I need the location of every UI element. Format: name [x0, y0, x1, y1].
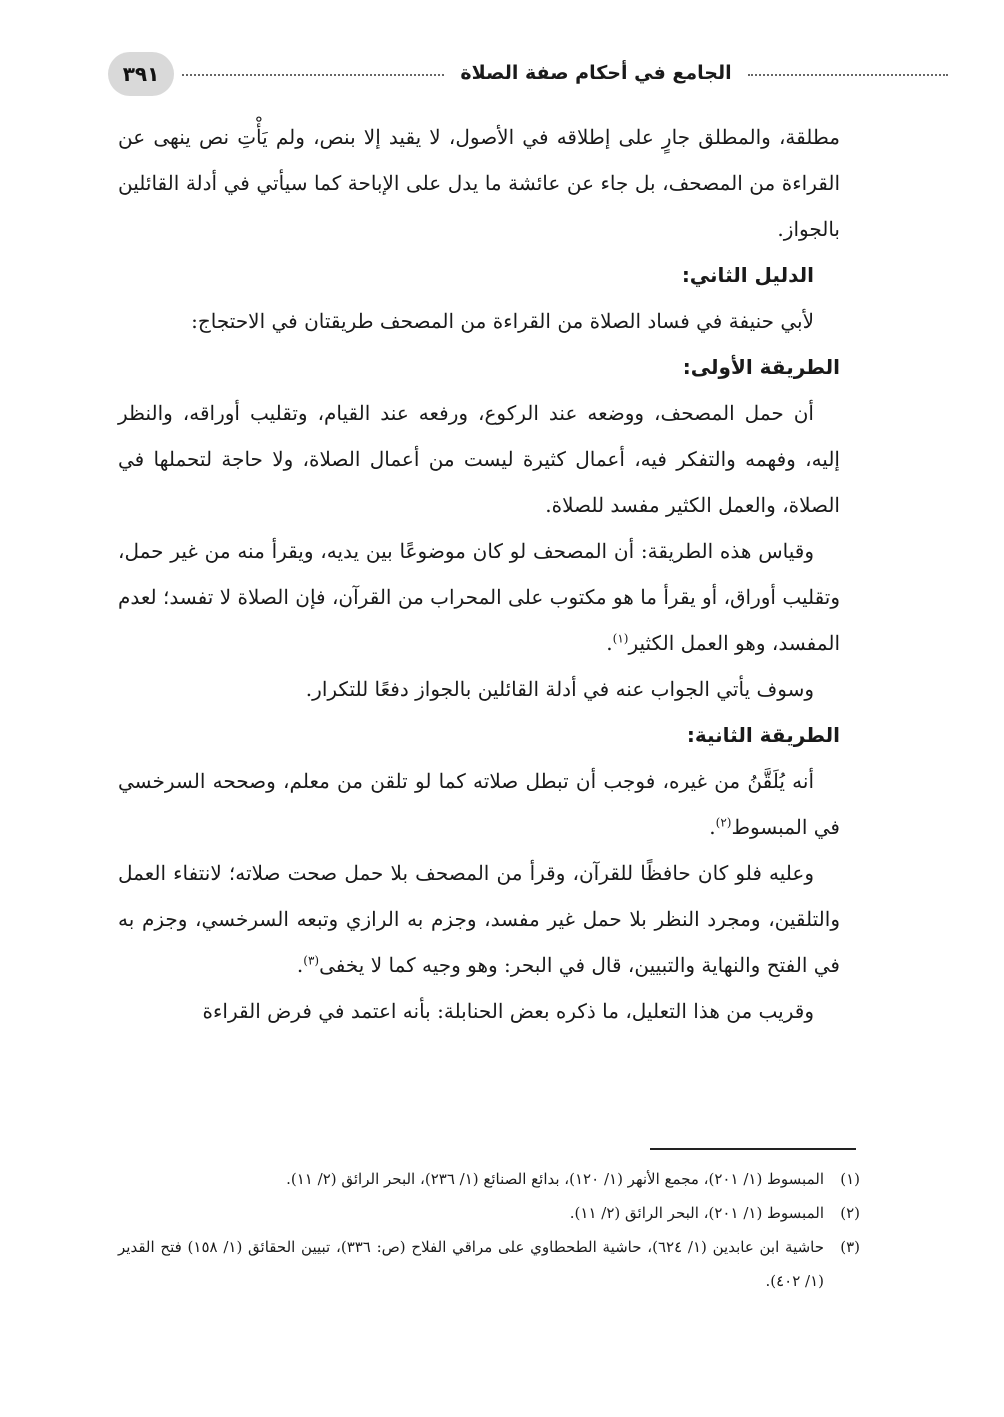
paragraph-text: وقياس هذه الطريقة: أن المصحف لو كان موضوعًا بين يديه، ويقرأ منه من غير حمل، وتقليب أوراق، أو يقرأ ما هو مكتوب على المحراب من القرآن، فإن الصلاة لا تفسد؛ لعدم المفسد، وهو العمل الكثير	[118, 539, 840, 655]
paragraph-text: وعليه فلو كان حافظًا للقرآن، وقرأ من المصحف بلا حمل صحت صلاته؛ لانتفاء العمل والتلقين، ومجرد النظر بلا حمل غير مفسد، وجزم به الرازي وتبعه السرخسي، وجزم به في الفتح والنهاية والتبيين، قال في البحر: وهو وجيه كما لا يخفى	[118, 861, 840, 977]
footnote-mark: (٣)	[840, 1238, 860, 1256]
section-heading: الطريقة الثانية:	[686, 723, 840, 747]
running-title: الجامع في أحكام صفة الصلاة	[460, 62, 732, 84]
paragraph: وسوف يأتي الجواب عنه في أدلة القائلين بالجواز دفعًا للتكرار.	[305, 677, 814, 701]
paragraph	[118, 758, 840, 850]
footnote-mark: (١)	[840, 1170, 860, 1188]
header-dotted-leader	[748, 74, 948, 76]
header-dotted-leader	[182, 74, 444, 76]
footnote-mark: (٢)	[840, 1204, 860, 1222]
footnote-ref[interactable]: (١)	[612, 631, 629, 646]
footnote-ref[interactable]: (٢)	[715, 815, 732, 830]
section-heading: الطريقة الأولى:	[682, 355, 840, 379]
footnote-text: المبسوط (١/ ٢٠١)، البحر الرائق (٢/ ١١).	[569, 1204, 824, 1222]
footnote-item	[118, 1162, 860, 1196]
footnote-ref[interactable]: (٣)	[303, 953, 320, 968]
footnote-item	[118, 1230, 860, 1298]
paragraph-end: .	[606, 631, 613, 655]
page-number: ٣٩١	[108, 52, 174, 96]
paragraph	[118, 528, 840, 666]
footnote-text: المبسوط (١/ ٢٠١)، مجمع الأنهر (١/ ١٢٠)، بدائع الصنائع (١/ ٢٣٦)، البحر الرائق (٢/ ١١).	[286, 1170, 824, 1188]
page-header	[108, 52, 844, 96]
footnotes	[118, 1162, 860, 1298]
paragraph: وقريب من هذا التعليل، ما ذكره بعض الحنابلة: بأنه اعتمد في فرض القراءة	[202, 999, 814, 1023]
paragraph: أن حمل المصحف، ووضعه عند الركوع، ورفعه عند القيام، وتقليب أوراقه، والنظر إليه، وفهمه والتفكر فيه، أعمال كثيرة ليست من أعمال الصلاة، ولا حاجة لتحملها في الصلاة، والعمل الكثير مفسد للصلاة.	[118, 401, 840, 517]
paragraph-end: .	[296, 953, 304, 977]
footnote-text: حاشية ابن عابدين (١/ ٦٢٤)، حاشية الطحطاوي على مراقي الفلاح (ص: ٣٣٦)، تبيين الحقائق (١/ ١٥٨) فتح القدير (١/ ٤٠٢).	[118, 1238, 825, 1290]
paragraph: مطلقة، والمطلق جارٍ على إطلاقه في الأصول، لا يقيد إلا بنص، ولم يَأْتِ نص ينهى عن القراءة من المصحف، بل جاء عن عائشة ما يدل على الإباحة كما سيأتي في أدلة القائلين بالجواز.	[118, 125, 840, 241]
paragraph-end: .	[709, 815, 716, 839]
section-heading: الدليل الثاني:	[681, 263, 814, 287]
footnote-separator	[650, 1148, 856, 1150]
main-text	[118, 114, 840, 1034]
paragraph-text: أنه يُلَقَّنُ من غيره، فوجب أن تبطل صلاته كما لو تلقن من معلم، وصححه السرخسي في المبسوط	[118, 769, 840, 839]
paragraph	[118, 850, 840, 988]
footnote-item	[118, 1196, 860, 1230]
paragraph: لأبي حنيفة في فساد الصلاة من القراءة من المصحف طريقتان في الاحتجاج:	[191, 309, 814, 333]
